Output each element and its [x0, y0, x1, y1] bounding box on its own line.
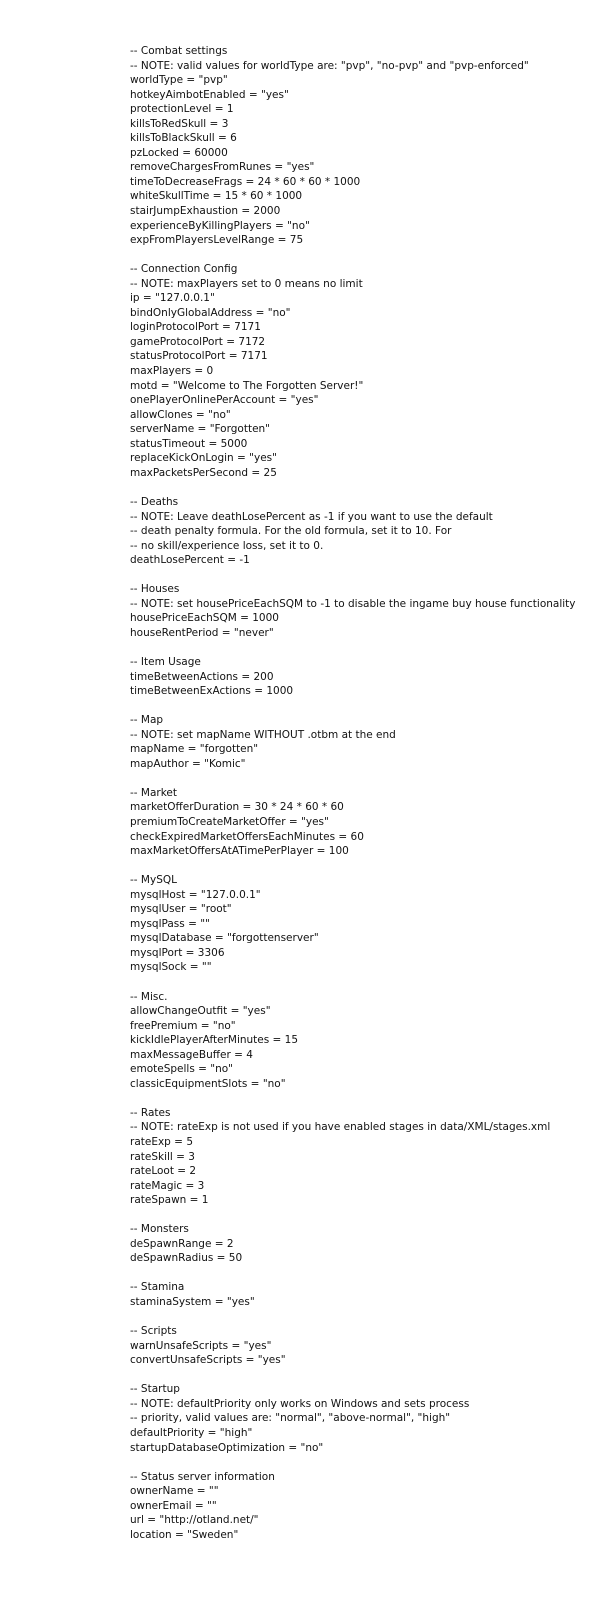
- setting-line: ip = "127.0.0.1": [130, 292, 215, 305]
- setting-line: deathLosePercent = -1: [130, 554, 250, 567]
- blank-line: [130, 859, 600, 874]
- comment-line: -- NOTE: set mapName WITHOUT .otbm at the end: [130, 728, 396, 741]
- comment-line: -- NOTE: Leave deathLosePercent as -1 if you want to use the default: [130, 510, 493, 523]
- setting-line: startupDatabaseOptimization = "no": [130, 1441, 324, 1454]
- comment-line: -- priority, valid values are: "normal", "above-normal", "high": [130, 1412, 451, 1425]
- comment-line: -- death penalty formula. For the old formula, set it to 10. For: [130, 525, 452, 538]
- blank-line: [130, 1091, 600, 1106]
- comment-line: -- Status server information: [130, 1470, 275, 1483]
- setting-line: marketOfferDuration = 30 * 24 * 60 * 60: [130, 801, 344, 814]
- blank-line: [130, 1208, 600, 1223]
- setting-line: classicEquipmentSlots = "no": [130, 1077, 286, 1090]
- comment-line: -- Houses: [130, 583, 180, 596]
- comment-line: -- Startup: [130, 1383, 180, 1396]
- setting-line: rateExp = 5: [130, 1136, 193, 1149]
- setting-line: mysqlHost = "127.0.0.1": [130, 888, 261, 901]
- setting-line: maxPlayers = 0: [130, 365, 214, 378]
- setting-line: emoteSpells = "no": [130, 1063, 233, 1076]
- setting-line: rateSpawn = 1: [130, 1194, 209, 1207]
- setting-line: url = "http://otland.net/": [130, 1514, 259, 1527]
- comment-line: -- Scripts: [130, 1325, 177, 1338]
- comment-line: -- Monsters: [130, 1223, 189, 1236]
- setting-line: allowClones = "no": [130, 408, 231, 421]
- setting-line: rateLoot = 2: [130, 1165, 197, 1178]
- setting-line: maxPacketsPerSecond = 25: [130, 466, 277, 479]
- setting-line: mysqlPort = 3306: [130, 946, 225, 959]
- blank-line: [130, 1310, 600, 1325]
- comment-line: -- Misc.: [130, 990, 168, 1003]
- blank-line: [130, 771, 600, 786]
- setting-line: allowChangeOutfit = "yes": [130, 1005, 271, 1018]
- blank-line: [130, 480, 600, 495]
- comment-line: -- Deaths: [130, 495, 179, 508]
- setting-line: timeBetweenExActions = 1000: [130, 685, 294, 698]
- setting-line: onePlayerOnlinePerAccount = "yes": [130, 394, 319, 407]
- setting-line: loginProtocolPort = 7171: [130, 321, 261, 334]
- comment-line: -- NOTE: maxPlayers set to 0 means no limit: [130, 277, 363, 290]
- setting-line: housePriceEachSQM = 1000: [130, 612, 279, 625]
- comment-line: -- NOTE: valid values for worldType are: "pvp", "no-pvp" and "pvp-enforced": [130, 59, 529, 72]
- setting-line: houseRentPeriod = "never": [130, 626, 274, 639]
- config-document: [130, 44, 600, 1542]
- setting-line: convertUnsafeScripts = "yes": [130, 1354, 286, 1367]
- blank-line: [130, 640, 600, 655]
- setting-line: mysqlDatabase = "forgottenserver": [130, 932, 319, 945]
- blank-line: [130, 699, 600, 714]
- setting-line: mapAuthor = "Komic": [130, 757, 246, 770]
- setting-line: stairJumpExhaustion = 2000: [130, 205, 281, 218]
- setting-line: defaultPriority = "high": [130, 1426, 253, 1439]
- setting-line: killsToRedSkull = 3: [130, 117, 229, 130]
- setting-line: removeChargesFromRunes = "yes": [130, 161, 315, 174]
- setting-line: mysqlPass = "": [130, 917, 210, 930]
- comment-line: -- Market: [130, 786, 178, 799]
- setting-line: mapName = "forgotten": [130, 743, 259, 756]
- setting-line: kickIdlePlayerAfterMinutes = 15: [130, 1034, 299, 1047]
- setting-line: rateSkill = 3: [130, 1150, 195, 1163]
- setting-line: expFromPlayersLevelRange = 75: [130, 234, 304, 247]
- blank-line: [130, 1266, 600, 1281]
- setting-line: statusProtocolPort = 7171: [130, 350, 268, 363]
- setting-line: freePremium = "no": [130, 1019, 236, 1032]
- setting-line: staminaSystem = "yes": [130, 1296, 255, 1309]
- blank-line: [130, 1455, 600, 1470]
- setting-line: rateMagic = 3: [130, 1179, 205, 1192]
- comment-line: -- Map: [130, 714, 164, 727]
- comment-line: -- MySQL: [130, 874, 177, 887]
- setting-line: motd = "Welcome to The Forgotten Server!": [130, 379, 364, 392]
- setting-line: whiteSkullTime = 15 * 60 * 1000: [130, 190, 303, 203]
- setting-line: maxMarketOffersAtATimePerPlayer = 100: [130, 845, 349, 858]
- setting-line: protectionLevel = 1: [130, 103, 234, 116]
- blank-line: [130, 975, 600, 990]
- comment-line: -- NOTE: rateExp is not used if you have enabled stages in data/XML/stages.xml: [130, 1121, 551, 1134]
- setting-line: timeBetweenActions = 200: [130, 670, 274, 683]
- comment-line: -- Combat settings: [130, 45, 228, 57]
- setting-line: deSpawnRadius = 50: [130, 1252, 243, 1265]
- setting-line: experienceByKillingPlayers = "no": [130, 219, 310, 232]
- setting-line: deSpawnRange = 2: [130, 1237, 234, 1250]
- setting-line: worldType = "pvp": [130, 74, 228, 87]
- setting-line: statusTimeout = 5000: [130, 437, 248, 450]
- setting-line: warnUnsafeScripts = "yes": [130, 1339, 272, 1352]
- comment-line: -- no skill/experience loss, set it to 0.: [130, 539, 324, 552]
- setting-line: replaceKickOnLogin = "yes": [130, 452, 277, 465]
- setting-line: gameProtocolPort = 7172: [130, 335, 266, 348]
- blank-line: [130, 1368, 600, 1383]
- setting-line: hotkeyAimbotEnabled = "yes": [130, 88, 289, 101]
- setting-line: mysqlSock = "": [130, 961, 212, 974]
- setting-line: killsToBlackSkull = 6: [130, 132, 237, 145]
- comment-line: -- NOTE: defaultPriority only works on Windows and sets process: [130, 1397, 470, 1410]
- blank-line: [130, 248, 600, 263]
- comment-line: -- Connection Config: [130, 263, 238, 276]
- setting-line: checkExpiredMarketOffersEachMinutes = 60: [130, 830, 364, 843]
- setting-line: serverName = "Forgotten": [130, 423, 271, 436]
- setting-line: bindOnlyGlobalAddress = "no": [130, 306, 291, 319]
- setting-line: pzLocked = 60000: [130, 146, 228, 159]
- comment-line: -- NOTE: set housePriceEachSQM to -1 to disable the ingame buy house functionality: [130, 597, 576, 610]
- comment-line: -- Rates: [130, 1106, 171, 1119]
- setting-line: mysqlUser = "root": [130, 903, 232, 916]
- setting-line: location = "Sweden": [130, 1528, 239, 1541]
- setting-line: ownerName = "": [130, 1485, 219, 1498]
- setting-line: maxMessageBuffer = 4: [130, 1048, 253, 1061]
- setting-line: ownerEmail = "": [130, 1499, 217, 1512]
- comment-line: -- Stamina: [130, 1281, 185, 1294]
- blank-line: [130, 568, 600, 583]
- comment-line: -- Item Usage: [130, 655, 201, 668]
- setting-line: timeToDecreaseFrags = 24 * 60 * 60 * 1000: [130, 175, 361, 188]
- setting-line: premiumToCreateMarketOffer = "yes": [130, 815, 329, 828]
